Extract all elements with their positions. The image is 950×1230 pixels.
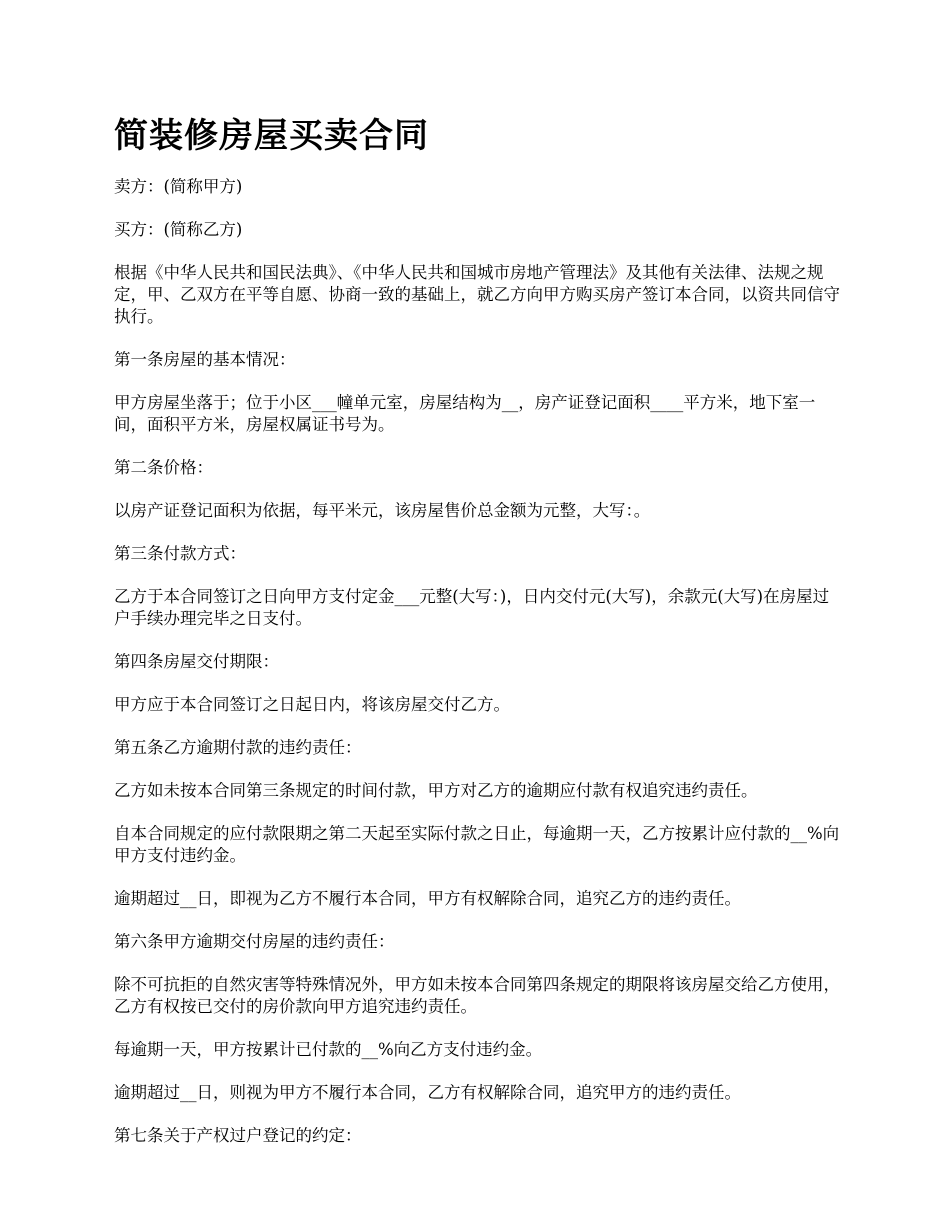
buyer-line: 买方：(简称乙方) — [114, 220, 243, 239]
article-5-body-2: 自本合同规定的应付款限期之第二天起至实际付款之日止，每逾期一天，乙方按累计应付款的__%向甲方支付违约金。 — [114, 824, 840, 865]
article-4-body: 甲方应于本合同签订之日起日内，将该房屋交付乙方。 — [114, 695, 510, 714]
article-2-body: 以房产证登记面积为依据，每平米元，该房屋售价总金额为元整，大写：。 — [114, 501, 651, 520]
article-2-heading: 第二条价格： — [114, 458, 213, 477]
article-5-body-3: 逾期超过__日，即视为乙方不履行本合同，甲方有权解除合同，追究乙方的违约责任。 — [114, 889, 741, 908]
article-6-body-1: 除不可抗拒的自然灾害等特殊情况外，甲方如未按本合同第四条规定的期限将该房屋交给乙方使用，乙方有权按已交付的房价款向甲方追究违约责任。 — [114, 975, 840, 1016]
article-1-body: 甲方房屋坐落于；位于小区___幢单元室，房屋结构为__，房产证登记面积____平方米，地下室一间，面积平方米，房屋权属证书号为。 — [114, 393, 816, 434]
article-6-body-2: 每逾期一天，甲方按累计已付款的__%向乙方支付违约金。 — [114, 1040, 543, 1059]
seller-line: 卖方：(简称甲方) — [114, 177, 243, 196]
article-6-heading: 第六条甲方逾期交付房屋的违约责任： — [114, 932, 395, 951]
article-3-heading: 第三条付款方式： — [114, 544, 246, 563]
article-5-heading: 第五条乙方逾期付款的违约责任： — [114, 738, 362, 757]
article-7-heading: 第七条关于产权过户登记的约定： — [114, 1126, 362, 1145]
document-title: 简装修房屋买卖合同 — [114, 116, 429, 156]
article-1-heading: 第一条房屋的基本情况： — [114, 350, 296, 369]
article-6-body-3: 逾期超过__日，则视为甲方不履行本合同，乙方有权解除合同，追究甲方的违约责任。 — [114, 1083, 741, 1102]
preamble-paragraph: 根据《中华人民共和国民法典》、《中华人民共和国城市房地产管理法》及其他有关法律、法规之规定，甲、乙双方在平等自愿、协商一致的基础上，就乙方向甲方购买房产签订本合同，以资共同信守执行。 — [114, 263, 840, 326]
document-page — [114, 110, 844, 1168]
article-4-heading: 第四条房屋交付期限： — [114, 652, 279, 671]
article-3-body: 乙方于本合同签订之日向甲方支付定金___元整(大写：)，日内交付元(大写)，余款元(大写)在房屋过户手续办理完毕之日支付。 — [114, 587, 830, 628]
article-5-body-1: 乙方如未按本合同第三条规定的时间付款，甲方对乙方的逾期应付款有权追究违约责任。 — [114, 781, 758, 800]
